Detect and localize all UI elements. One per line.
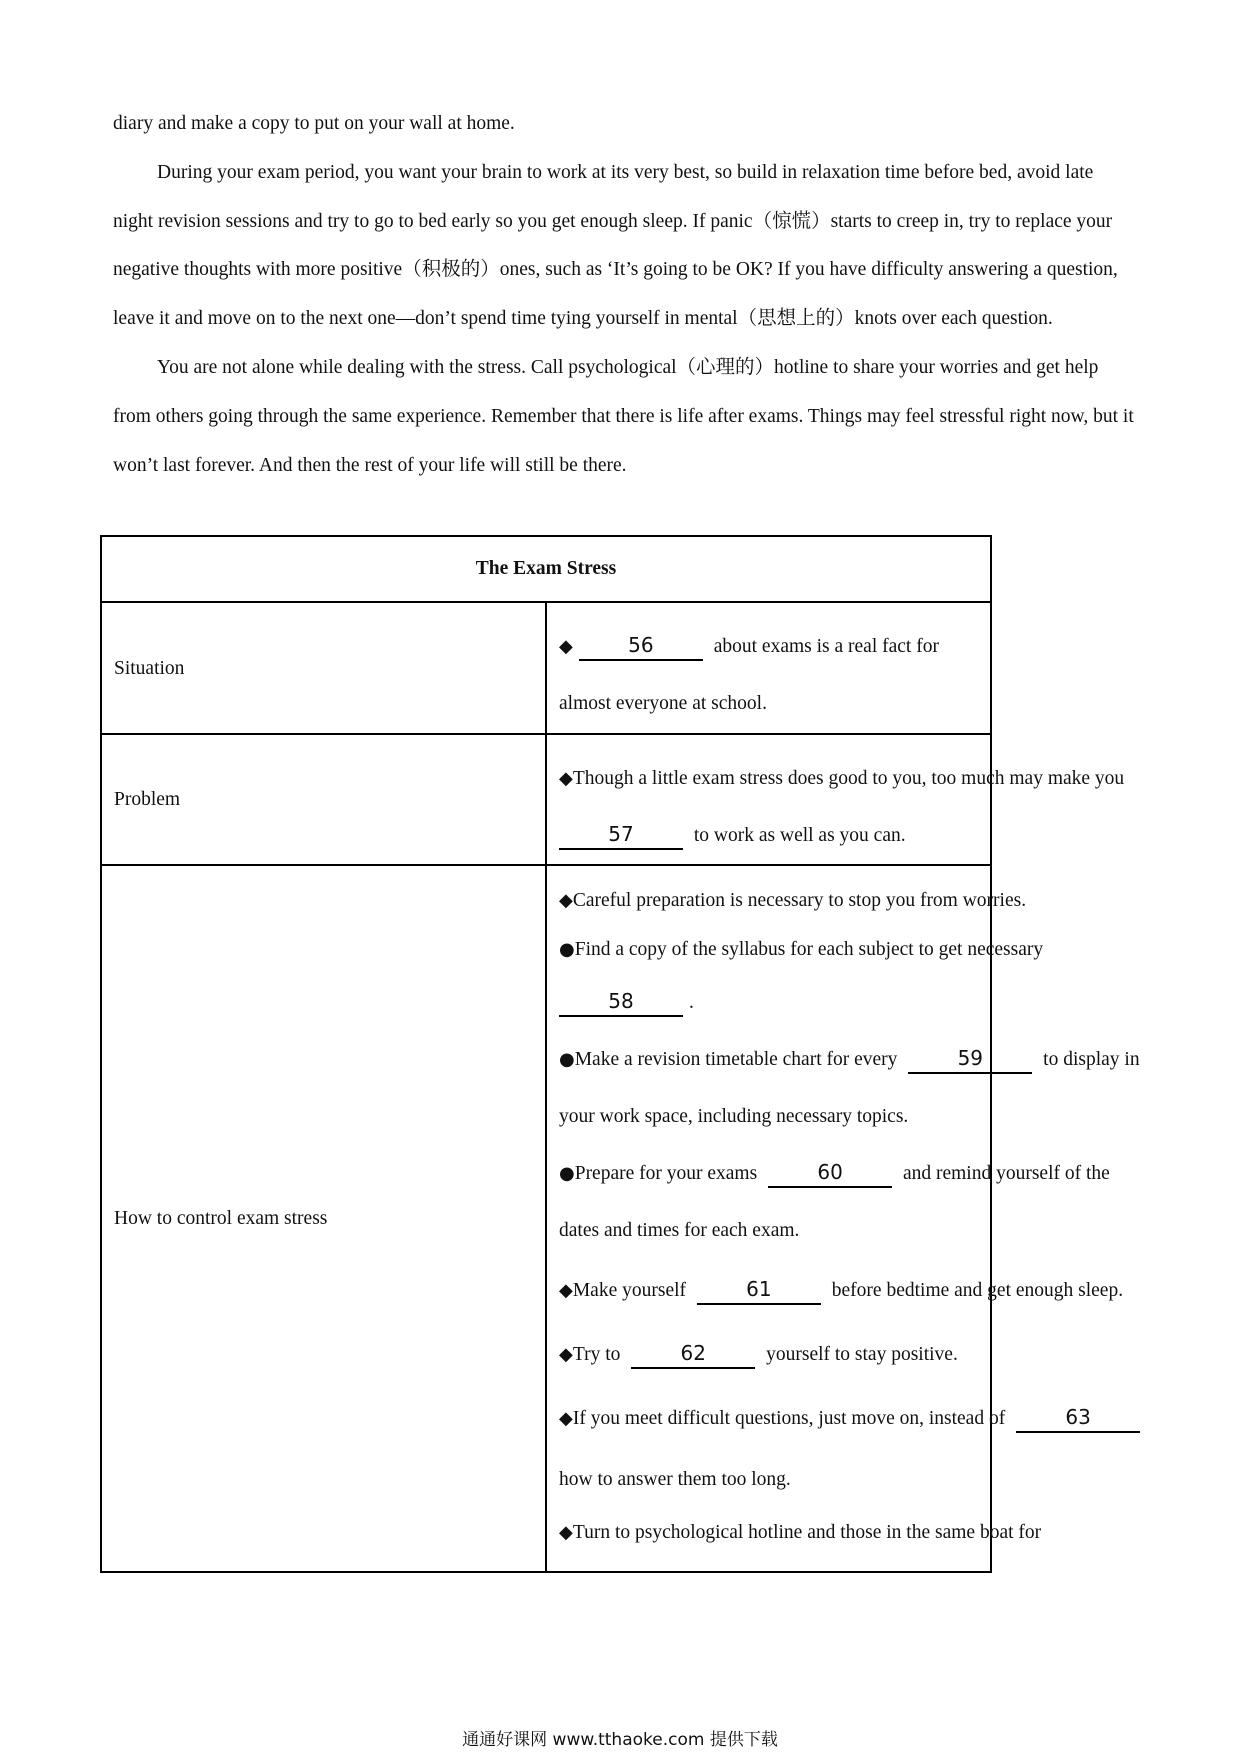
blank-60[interactable]: 60 — [768, 1158, 892, 1188]
diamond-bullet-icon: ◆ — [559, 1522, 573, 1543]
control-item-cont: your work space, including necessary topics. — [559, 1106, 909, 1127]
blank-61[interactable]: 61 — [697, 1275, 821, 1305]
control-content — [546, 865, 1140, 1572]
diamond-bullet-icon: ◆ — [559, 1408, 573, 1429]
blank-63[interactable]: 63 — [1016, 1403, 1140, 1433]
page-footer: 通通好课网 www.tthaoke.com 提供下载 — [462, 1730, 778, 1750]
diamond-bullet-icon: ◆ — [559, 636, 573, 657]
control-item-after: and remind yourself of the — [902, 1163, 1110, 1184]
control-item: Careful preparation is necessary to stop you from worries. — [572, 890, 1027, 911]
row-label-problem: Problem — [101, 734, 546, 865]
control-item: Make yourself — [572, 1280, 687, 1301]
passage — [113, 100, 1135, 490]
control-item-after: to display in — [1043, 1049, 1140, 1070]
control-item-cont: how to answer them too long. — [559, 1469, 791, 1490]
diamond-bullet-icon: ◆ — [559, 890, 573, 911]
blank-57[interactable]: 57 — [559, 820, 683, 850]
control-item: Turn to psychological hotline and those in the same boat for — [572, 1522, 1042, 1543]
dot-bullet-icon: ● — [559, 1163, 575, 1184]
situation-content — [546, 602, 991, 734]
control-item-cont: dates and times for each exam. — [559, 1220, 800, 1241]
control-item: Try to — [572, 1344, 621, 1365]
dot-bullet-icon: ● — [559, 1049, 575, 1070]
control-item: Find a copy of the syllabus for each subject to get necessary — [574, 939, 1044, 960]
passage-paragraph: During your exam period, you want your brain to work at its very best, so build in relaxation time before bed, avoid late night revision sessions and try to go to bed early so you get enough sleep. If panic（惊慌）starts to creep in, try to replace your negative thoughts with more positive（积极的）ones, such as ‘It’s going to be OK? If you have difficulty answering a question, leave it and move on to the next one—don’t spend time tying yourself in mental（思想上的）knots over each question. — [113, 161, 1118, 330]
table-title: The Exam Stress — [101, 536, 991, 602]
passage-paragraph: diary and make a copy to put on your wall at home. — [113, 113, 515, 134]
control-item: If you meet difficult questions, just move on, instead of — [572, 1408, 1006, 1429]
exam-stress-table — [100, 535, 1140, 1573]
diamond-bullet-icon: ◆ — [559, 1344, 573, 1365]
control-item: Make a revision timetable chart for every — [574, 1049, 898, 1070]
blank-58[interactable]: 58 — [559, 987, 683, 1017]
diamond-bullet-icon: ◆ — [559, 767, 573, 789]
problem-content — [546, 734, 1125, 865]
row-label-situation: Situation — [101, 602, 546, 734]
problem-text: Though a little exam stress does good to you, too much may make you — [572, 767, 1125, 789]
blank-56[interactable]: 56 — [579, 631, 703, 661]
control-item-after: before bedtime and get enough sleep. — [831, 1280, 1124, 1301]
control-item-punct: . — [689, 992, 694, 1013]
dot-bullet-icon: ● — [559, 939, 575, 960]
blank-59[interactable]: 59 — [908, 1044, 1032, 1074]
blank-62[interactable]: 62 — [631, 1339, 755, 1369]
control-item-after: yourself to stay positive. — [766, 1344, 958, 1365]
passage-paragraph: You are not alone while dealing with the stress. Call psychological（心理的）hotline to share your worries and get help from others going through the same experience. Remember that there is life after exams. Things may feel stressful right now, but it won’t last forever. And then the rest of your life will still be there. — [113, 356, 1134, 476]
control-item: Prepare for your exams — [574, 1163, 758, 1184]
row-label-control: How to control exam stress — [101, 865, 546, 1572]
problem-text-after: to work as well as you can. — [693, 824, 906, 846]
situation-text: about exams is a real fact for almost everyone at school. — [559, 636, 939, 714]
diamond-bullet-icon: ◆ — [559, 1280, 573, 1301]
